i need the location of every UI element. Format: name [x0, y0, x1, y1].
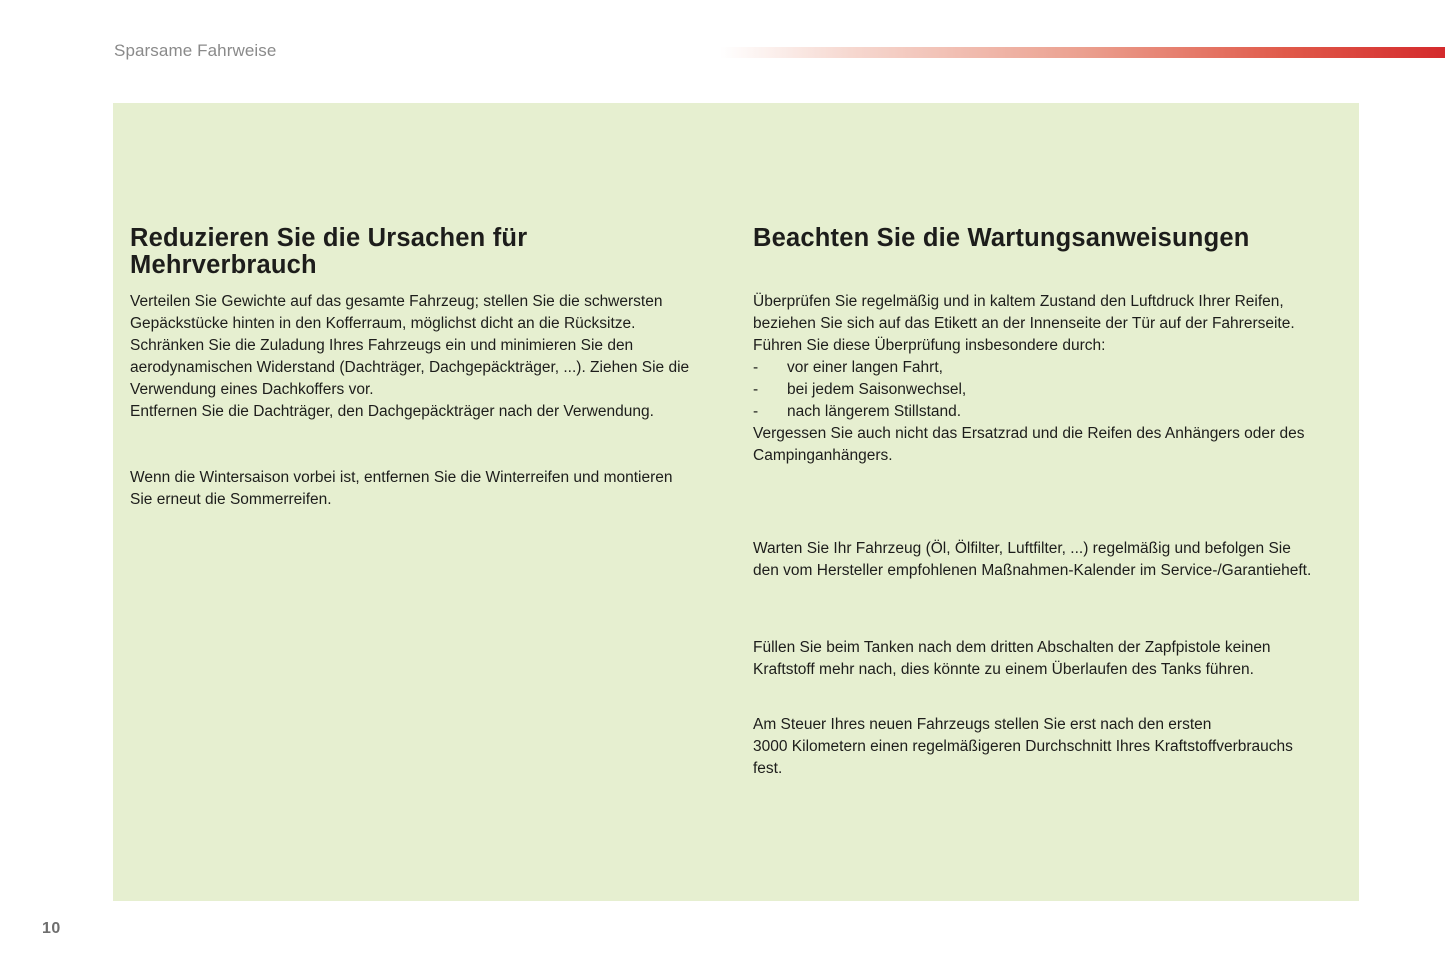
text-line: Am Steuer Ihres neuen Fahrzeugs stellen Sie erst nach den ersten [753, 716, 1212, 733]
section-title: Sparsame Fahrweise [114, 41, 277, 60]
text-line: Verwendung eines Dachkoffers vor. [130, 381, 374, 398]
page-number: 10 [42, 920, 61, 937]
bullet-dash: - [753, 381, 759, 398]
right-paragraph-maintenance [753, 538, 1311, 582]
text-line: beziehen Sie sich auf das Etikett an der Innenseite der Tür auf der Fahrerseite. [753, 315, 1295, 332]
text-line: Überprüfen Sie regelmäßig und in kaltem Zustand den Luftdruck Ihrer Reifen, [753, 293, 1284, 310]
text-line: Führen Sie diese Überprüfung insbesondere durch: [753, 337, 1106, 354]
text-line: Entfernen Sie die Dachträger, den Dachgepäckträger nach der Verwendung. [130, 403, 654, 420]
left-heading [130, 225, 527, 279]
left-heading-line: Reduzieren Sie die Ursachen für [130, 224, 528, 252]
right-paragraph-run-in [753, 714, 1293, 780]
text-line: Warten Sie Ihr Fahrzeug (Öl, Ölfilter, Luftfilter, ...) regelmäßig und befolgen Sie [753, 540, 1291, 557]
list-item [753, 401, 1304, 423]
text-line: aerodynamischen Widerstand (Dachträger, Dachgepäckträger, ...). Ziehen Sie die [130, 359, 690, 376]
left-paragraph-tyres [130, 467, 673, 511]
text-line: Verteilen Sie Gewichte auf das gesamte Fahrzeug; stellen Sie die schwersten [130, 293, 663, 310]
text-line: Kraftstoff mehr nach, dies könnte zu einem Überlaufen des Tanks führen. [753, 661, 1254, 678]
left-heading-line: Mehrverbrauch [130, 251, 317, 279]
text-line: Gepäckstücke hinten in den Kofferraum, möglichst dicht an die Rücksitze. [130, 315, 636, 332]
text-line: 3000 Kilometern einen regelmäßigeren Durchschnitt Ihres Kraftstoffverbrauchs [753, 738, 1293, 755]
list-item [753, 379, 1304, 401]
bullet-dash: - [753, 403, 759, 420]
bullet-text: bei jedem Saisonwechsel, [787, 381, 967, 398]
left-paragraph-weight [130, 291, 689, 423]
right-paragraph-pressure [753, 291, 1304, 467]
text-line: fest. [753, 760, 783, 777]
text-line: den vom Hersteller empfohlenen Maßnahmen-Kalender im Service-/Garantieheft. [753, 562, 1312, 579]
bullet-dash: - [753, 359, 759, 376]
text-line: Vergessen Sie auch nicht das Ersatzrad und die Reifen des Anhängers oder des [753, 425, 1305, 442]
bullet-text: vor einer langen Fahrt, [787, 359, 943, 376]
text-line: Campinganhängers. [753, 447, 893, 464]
right-paragraph-refuel [753, 637, 1271, 681]
right-heading: Beachten Sie die Wartungsanweisungen [753, 224, 1250, 252]
text-line: Füllen Sie beim Tanken nach dem dritten Abschalten der Zapfpistole keinen [753, 639, 1271, 656]
list-item [753, 357, 1304, 379]
text-line: Schränken Sie die Zuladung Ihres Fahrzeugs ein und minimieren Sie den [130, 337, 634, 354]
text-line: Sie erneut die Sommerreifen. [130, 491, 332, 508]
header-accent-bar [720, 47, 1445, 58]
bullet-text: nach längerem Stillstand. [787, 403, 962, 420]
text-line: Wenn die Wintersaison vorbei ist, entfernen Sie die Winterreifen und montieren [130, 469, 673, 486]
content-panel [113, 103, 1359, 901]
